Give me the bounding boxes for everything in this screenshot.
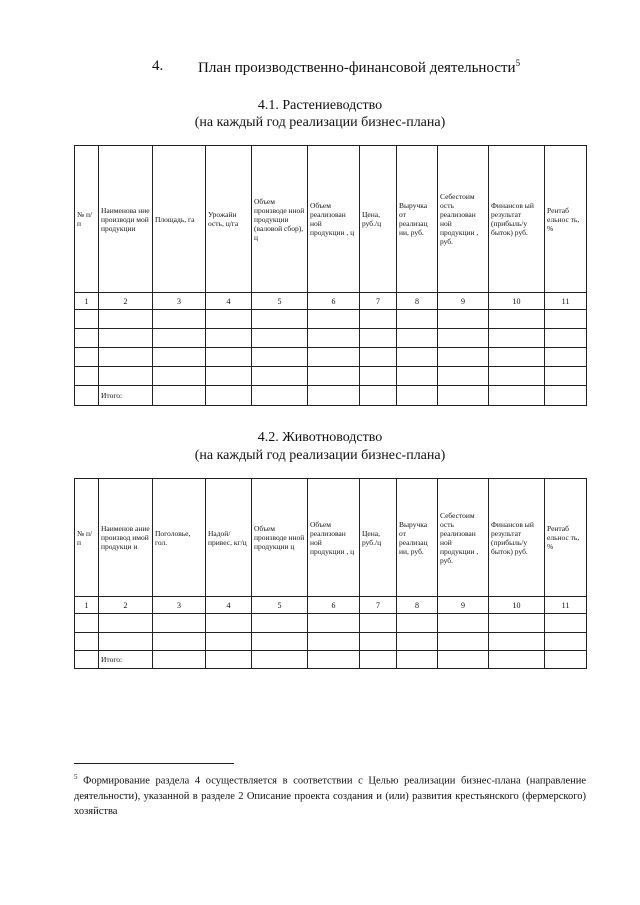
column-header: Финансов ый результат (прибыль/у быток) руб. — [489, 479, 545, 597]
column-header: Рентаб ельнос ть, % — [545, 146, 587, 293]
column-number: 6 — [308, 293, 360, 310]
column-header: Объем реализован ной продукции , ц — [308, 146, 360, 293]
column-number: 11 — [545, 293, 587, 310]
column-number: 3 — [153, 597, 206, 614]
column-number: 4 — [206, 597, 252, 614]
column-header: Цена, руб./ц — [360, 479, 397, 597]
livestock-heading: 4.2. Животноводство — [257, 430, 383, 445]
column-number: 4 — [206, 293, 252, 310]
column-header: Финансов ый результат (прибыль/у быток) руб. — [489, 146, 545, 293]
column-number: 1 — [75, 597, 99, 614]
column-number: 10 — [489, 597, 545, 614]
crop-subheading: (на каждый год реализации бизнес-плана) — [194, 115, 446, 130]
table-row — [75, 367, 587, 386]
column-number: 9 — [438, 293, 489, 310]
crop-table — [74, 145, 587, 406]
column-number: 7 — [360, 597, 397, 614]
column-header: Урожайн ость, ц/га — [206, 146, 252, 293]
section-number: 4. — [152, 58, 164, 74]
column-header: Выручка от реализац ии, руб. — [397, 479, 438, 597]
livestock-table — [74, 478, 587, 669]
table-row — [75, 348, 587, 367]
column-number: 2 — [99, 293, 153, 310]
column-number: 11 — [545, 597, 587, 614]
column-number: 9 — [438, 597, 489, 614]
column-header: Наименова ние производи мой продукции — [99, 146, 153, 293]
column-number: 5 — [252, 597, 308, 614]
column-header: Объем производе нной продукции (валовой сбор), ц — [252, 146, 308, 293]
column-header: Наименов ание производ имой продукци и — [99, 479, 153, 597]
column-header: Поголовье, гол. — [153, 479, 206, 597]
footnote-text: Формирование раздела 4 осуществляется в соответствии с Целью реализации бизнес-плана (направление деятельности), указанной в разделе 2 Описание проекта создания и (или) развития крестьянского (фермерского) хозяйства — [74, 775, 586, 817]
footnote-divider — [74, 763, 234, 764]
column-number: 10 — [489, 293, 545, 310]
column-number: 5 — [252, 293, 308, 310]
column-header: Рентаб ельнос ть, % — [545, 479, 587, 597]
column-header: Объем реализован ной продукции , ц — [308, 479, 360, 597]
column-header: Себестоим ость реализован ной продукции , руб. — [438, 146, 489, 293]
column-header: № п/ п — [75, 146, 99, 293]
column-number: 2 — [99, 597, 153, 614]
footnote-mark: 5 — [74, 773, 78, 781]
column-number-row — [75, 293, 587, 310]
crop-heading: 4.1. Растениеводство — [257, 98, 383, 113]
column-header: Выручка от реализац ии, руб. — [397, 146, 438, 293]
footnote — [74, 770, 586, 819]
table-row — [75, 633, 587, 651]
table-row — [75, 614, 587, 633]
column-header: Площадь, га — [153, 146, 206, 293]
column-number: 3 — [153, 293, 206, 310]
total-row — [75, 386, 587, 406]
column-header: Себестоим ость реализован ной продукции , руб. — [438, 479, 489, 597]
column-number: 1 — [75, 293, 99, 310]
table-header-row — [75, 479, 587, 597]
column-number: 6 — [308, 597, 360, 614]
total-label: Итого: — [99, 651, 153, 669]
column-header: Цена, руб./ц — [360, 146, 397, 293]
total-label: Итого: — [99, 386, 153, 406]
column-number-row — [75, 597, 587, 614]
column-header: Надой/ привес, кг/ц — [206, 479, 252, 597]
column-header: Объем производе нной продукции ц — [252, 479, 308, 597]
total-row — [75, 651, 587, 669]
table-row — [75, 329, 587, 348]
column-header: № п/п — [75, 479, 99, 597]
footnote-ref: 5 — [515, 58, 521, 68]
section-title-text: План производственно-финансовой деятельности$^5$ — [198, 58, 521, 76]
column-number: 8 — [397, 597, 438, 614]
column-number: 8 — [397, 293, 438, 310]
column-number: 7 — [360, 293, 397, 310]
table-row — [75, 310, 587, 329]
table-header-row — [75, 146, 587, 293]
livestock-subheading: (на каждый год реализации бизнес-плана) — [194, 448, 446, 463]
